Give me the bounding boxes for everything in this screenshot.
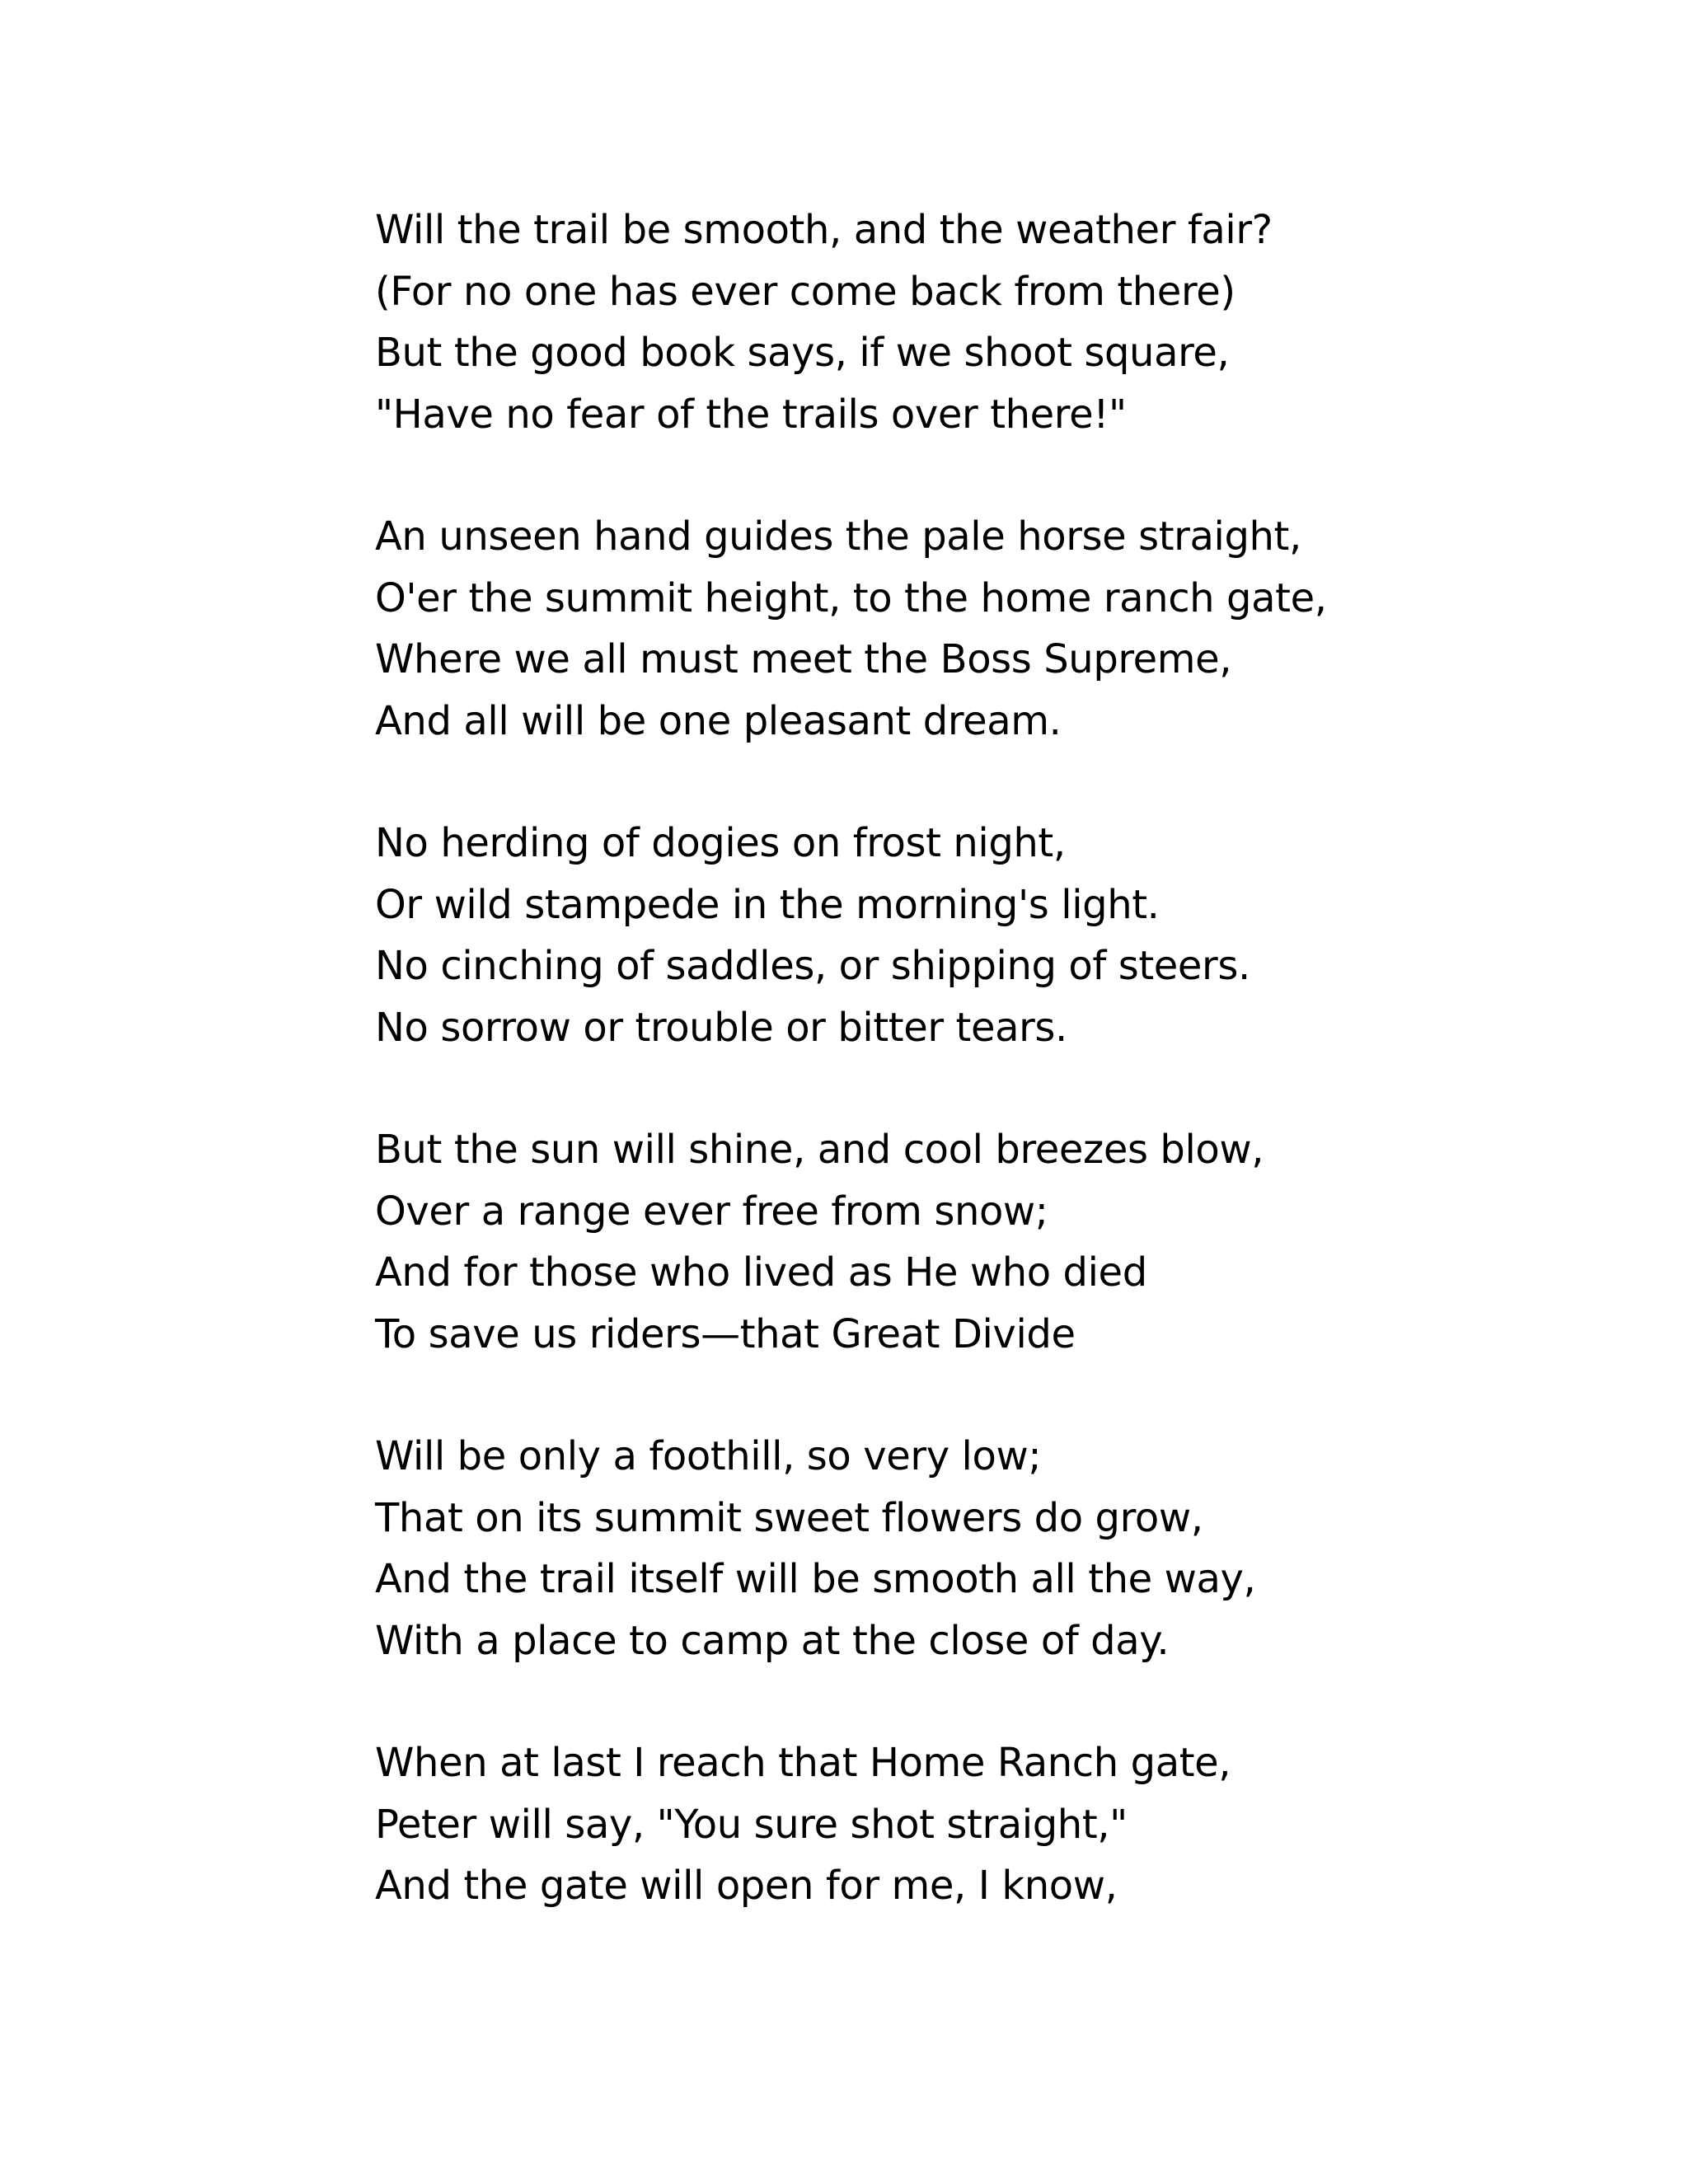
poem-line: And the gate will open for me, I know, bbox=[375, 1863, 1118, 1909]
stanza-5 bbox=[375, 1426, 1611, 1671]
stanza-2 bbox=[375, 506, 1611, 752]
poem-line: O'er the summit height, to the home ranch gate, bbox=[375, 574, 1327, 621]
poem-line: Or wild stampede in the morning's light. bbox=[375, 881, 1160, 928]
poem-line: No herding of dogies on frost night, bbox=[375, 820, 1066, 866]
poem-line: No cinching of saddles, or shipping of steers. bbox=[375, 943, 1250, 989]
poem-line: That on its summit sweet flowers do grow, bbox=[375, 1494, 1203, 1541]
poem-line: Will be only a foothill, so very low; bbox=[375, 1433, 1042, 1479]
poem-line: No sorrow or trouble or bitter tears. bbox=[375, 1004, 1067, 1051]
poem-line: With a place to camp at the close of day. bbox=[375, 1617, 1170, 1664]
poem-line: Over a range ever free from snow; bbox=[375, 1188, 1048, 1235]
stanza-6 bbox=[375, 1732, 1611, 1917]
stanza-4 bbox=[375, 1119, 1611, 1365]
poem-line: To save us riders—that Great Divide bbox=[375, 1310, 1076, 1357]
stanza-3 bbox=[375, 813, 1611, 1058]
poem-line: But the good book says, if we shoot square, bbox=[375, 330, 1230, 376]
poem-line: But the sun will shine, and cool breezes blow, bbox=[375, 1127, 1264, 1173]
poem-line: Will the trail be smooth, and the weather fair? bbox=[375, 207, 1273, 253]
stanza-1 bbox=[375, 199, 1611, 445]
poem-line: Peter will say, "You sure shot straight," bbox=[375, 1801, 1128, 1848]
poem-line: And for those who lived as He who died bbox=[375, 1249, 1147, 1296]
poem-line: And the trail itself will be smooth all the way, bbox=[375, 1556, 1256, 1602]
poem-line: And all will be one pleasant dream. bbox=[375, 697, 1062, 744]
poem-body bbox=[375, 199, 1611, 1978]
poem-line: Where we all must meet the Boss Supreme, bbox=[375, 636, 1232, 682]
poem-line: (For no one has ever come back from there) bbox=[375, 268, 1236, 315]
poem-line: "Have no fear of the trails over there!" bbox=[375, 391, 1127, 438]
poem-line: An unseen hand guides the pale horse straight, bbox=[375, 513, 1301, 560]
poem-line: When at last I reach that Home Ranch gate, bbox=[375, 1740, 1231, 1786]
